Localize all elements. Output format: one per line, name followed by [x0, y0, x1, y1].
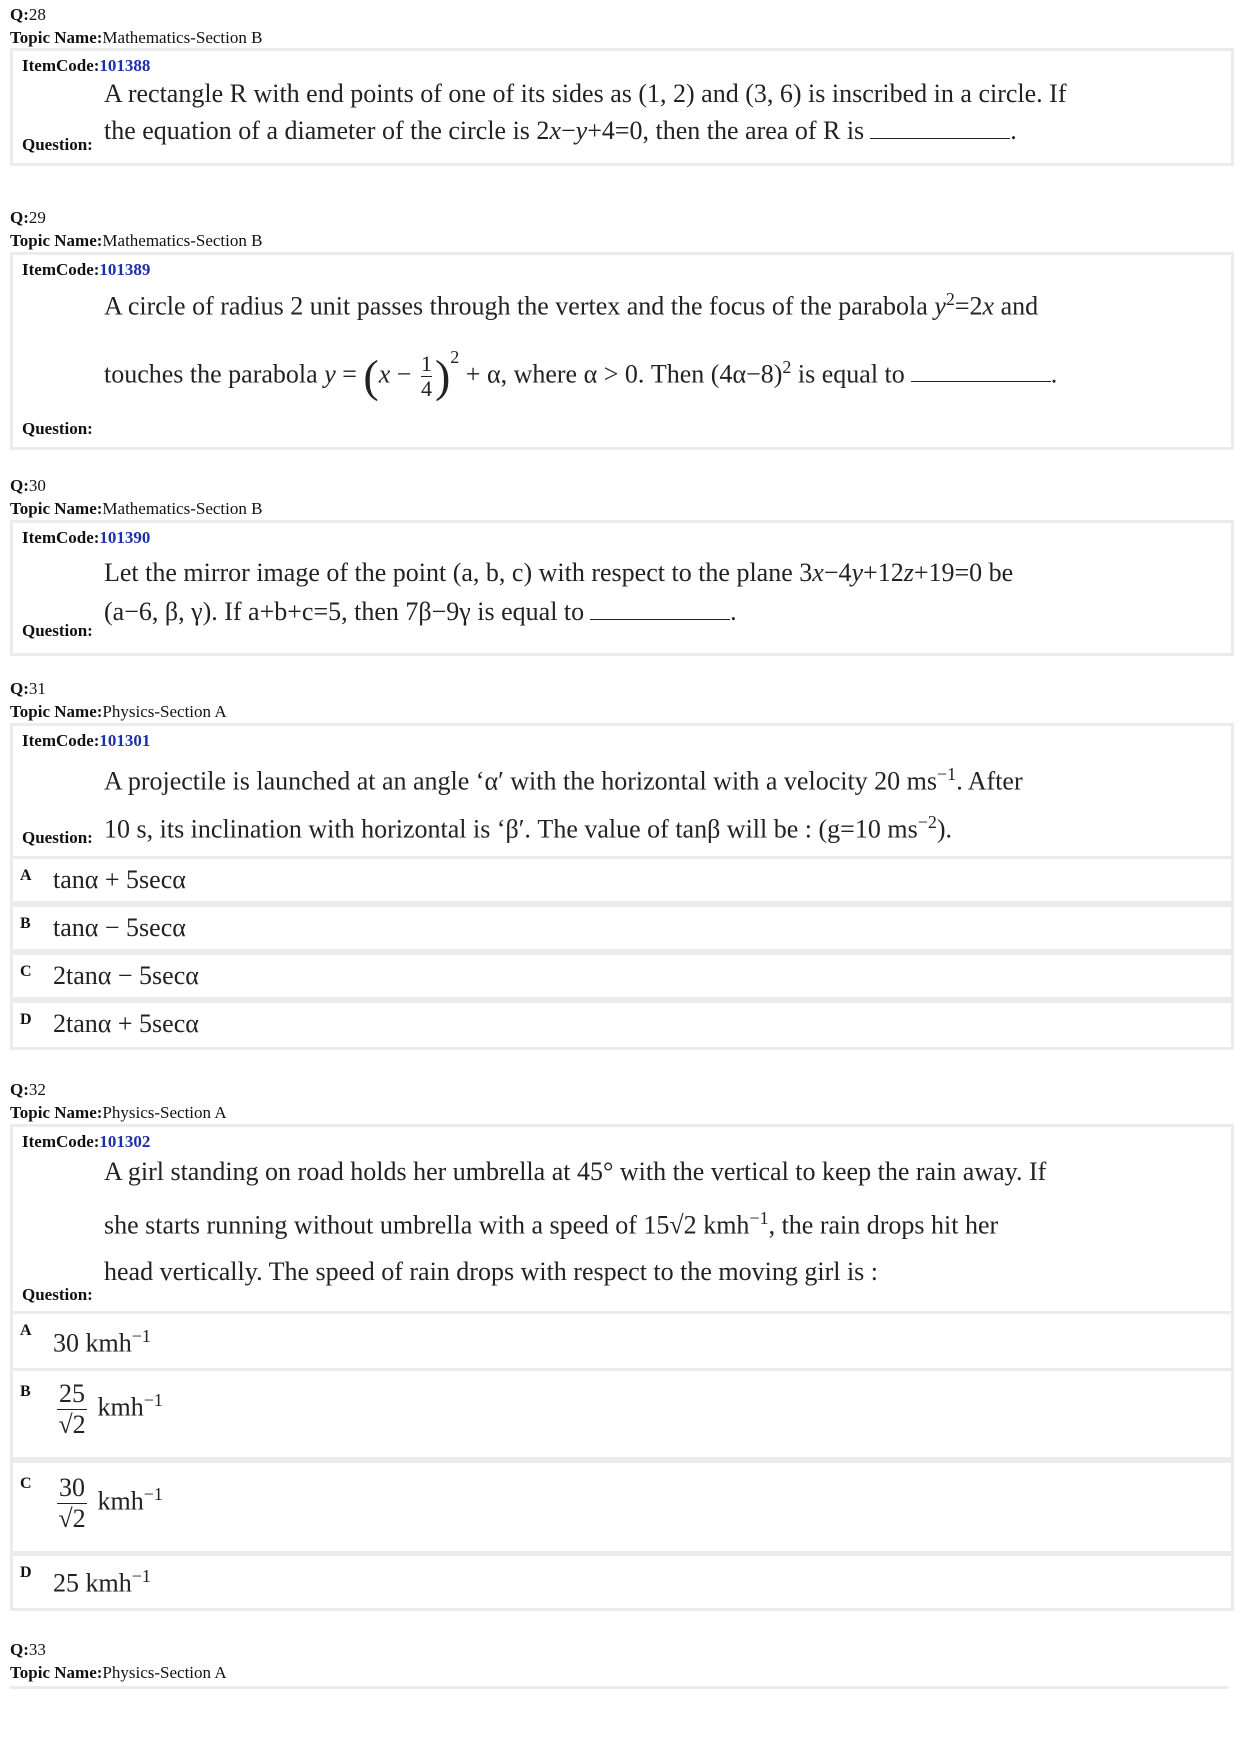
option-d[interactable] — [10, 1000, 1234, 1050]
question-text: A circle of radius 2 unit passes through the vertex and the focus of the parabola $y^2=2x$ and touches the parabola y = (x − $\frac{1}{4}$ )$^2$ + α, where α > 0. Then $(4\alpha-8)^2$ is equal to . — [104, 289, 1058, 402]
option-label: D — [20, 1011, 32, 1028]
topic-name: Topic Name:Physics-Section A — [10, 1663, 227, 1682]
q32-question-box — [10, 1124, 1234, 1314]
option-label: B — [20, 1383, 31, 1400]
option-label: A — [20, 1322, 32, 1339]
option-a[interactable] — [10, 856, 1234, 904]
option-a[interactable] — [10, 1311, 1234, 1371]
option-label: D — [20, 1564, 32, 1581]
option-label: B — [20, 915, 31, 932]
topic-name: Topic Name:Mathematics-Section B — [10, 231, 263, 250]
topic-name: Topic Name:Mathematics-Section B — [10, 499, 263, 518]
answer-blank — [911, 361, 1051, 382]
q31-header — [10, 677, 227, 723]
topic-name: Topic Name:Physics-Section A — [10, 1103, 227, 1122]
question-number: Q:29 — [10, 208, 46, 227]
q32-header — [10, 1078, 227, 1124]
question-label: Question: — [22, 1285, 93, 1304]
option-text: 25 kmh$^{-1}$ — [53, 1566, 151, 1598]
question-number: Q:32 — [10, 1080, 46, 1099]
question-number: Q:33 — [10, 1640, 46, 1659]
answer-blank — [590, 599, 730, 620]
question-text: A girl standing on road holds her umbrella at 45° with the vertical to keep the rain away. If she starts running without umbrella with a speed of 15√2 kmh$^{-1}$, the rain drops hit her head vertically. The speed of rain drops with respect to the moving girl is : — [104, 1157, 1047, 1286]
q31-question-box — [10, 723, 1234, 859]
q30-header — [10, 474, 262, 520]
option-d[interactable] — [10, 1553, 1234, 1611]
option-b[interactable] — [10, 1368, 1234, 1460]
option-label: C — [20, 963, 32, 980]
option-label: C — [20, 1475, 32, 1492]
topic-name: Topic Name:Physics-Section A — [10, 702, 227, 721]
bottom-divider — [10, 1686, 1228, 1689]
question-number: Q:31 — [10, 679, 46, 698]
q33-header — [10, 1638, 227, 1684]
question-text: A rectangle R with end points of one of its sides as (1, 2) and (3, 6) is inscribed in a circle. If the equation of a diameter of the circle is 2x−y+4=0, then the area of R is . — [104, 79, 1067, 145]
option-text: $\frac{30}{√2}$ kmh$^{-1}$ — [58, 1473, 163, 1533]
option-c[interactable] — [10, 1460, 1234, 1554]
fraction: $\frac{30}{√2}$ — [58, 1473, 86, 1533]
question-number: Q:28 — [10, 5, 46, 24]
question-text: Let the mirror image of the point (a, b, c) with respect to the plane 3x−4y+12z+19=0 be (a−6, β, γ). If a+b+c=5, then 7β−9γ is equal to . — [104, 558, 1014, 626]
item-code: ItemCode:101302 — [22, 1132, 151, 1151]
option-text: tanα + 5secα — [53, 865, 186, 894]
item-code: ItemCode:101388 — [22, 56, 151, 75]
q29-question-box — [10, 252, 1234, 450]
option-text: 30 kmh$^{-1}$ — [53, 1326, 151, 1358]
option-label: A — [20, 867, 32, 884]
q28-question-box — [10, 48, 1234, 166]
question-text: A projectile is launched at an angle ‘α′ with the horizontal with a velocity 20 $ms^{-1}$. After 10 s, its inclination with horizontal is ‘β′. The value of tanβ will be : (g=10 $ms^{-2}$). — [104, 764, 1023, 844]
option-text: 2tanα + 5secα — [53, 1009, 199, 1038]
item-code: ItemCode:101390 — [22, 528, 151, 547]
option-c[interactable] — [10, 952, 1234, 1000]
question-label: Question: — [22, 419, 93, 438]
option-text: 2tanα − 5secα — [53, 961, 199, 990]
q28-header — [10, 3, 262, 49]
option-text: $\frac{25}{√2}$ kmh$^{-1}$ — [58, 1379, 163, 1439]
q29-header — [10, 206, 262, 252]
fraction: $\frac{25}{√2}$ — [58, 1379, 86, 1439]
q30-question-box — [10, 520, 1234, 656]
item-code: ItemCode:101301 — [22, 731, 151, 750]
question-label: Question: — [22, 828, 93, 847]
question-label: Question: — [22, 135, 93, 154]
option-b[interactable] — [10, 904, 1234, 952]
question-label: Question: — [22, 621, 93, 640]
topic-name: Topic Name:Mathematics-Section B — [10, 28, 263, 47]
option-text: tanα − 5secα — [53, 913, 186, 942]
answer-blank — [870, 118, 1010, 139]
question-number: Q:30 — [10, 476, 46, 495]
item-code: ItemCode:101389 — [22, 260, 151, 279]
fraction: $\frac{1}{4}$ — [420, 350, 432, 401]
